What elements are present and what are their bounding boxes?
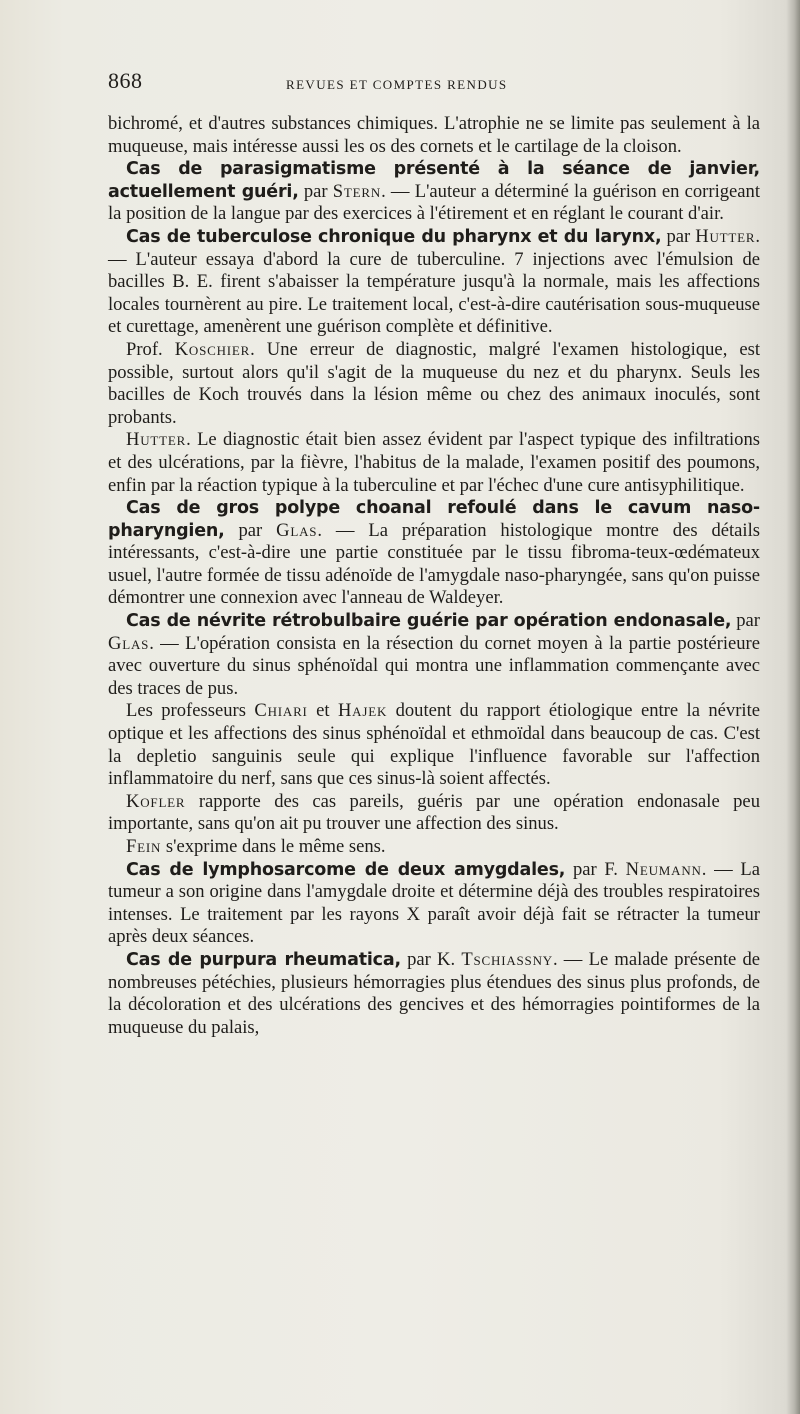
- author-name: Glas: [108, 632, 150, 654]
- author-name: Chiari: [254, 700, 308, 722]
- paragraph-text: . — L'opération consista en la résection du cornet moyen à la partie postérieure avec ouverture du sinus sphénoïdal qui montra une inflammation commençante avec des traces de pus.: [108, 632, 760, 699]
- author-name: Stern: [332, 180, 382, 202]
- paragraph-10: [108, 836, 760, 859]
- case-title: Cas de tuberculose chronique du pharynx et du larynx,: [126, 226, 662, 247]
- paragraph-3: [108, 226, 760, 339]
- author-name: Koschier: [174, 338, 251, 360]
- paragraph-6: [108, 497, 760, 610]
- paragraph-1: [108, 113, 760, 158]
- paragraph-text: . — La préparation histologique montre des détails intéressants, c'est-à-dire une partie constituée par le tissu fibroma-teux-œdémateux usuel, l'autre formée de tissu adénoïde de l'amygdale naso-pharyngée, sans qu'on puisse démontrer une connexion avec l'anneau de Waldeyer.: [108, 519, 760, 609]
- paragraph-text: . Une erreur de diagnostic, malgré l'examen histologique, est possible, surtout alors qu'il s'agit de la muqueuse du nez et du pharynx. Seuls les bacilles de Koch trouvés dans la lésion même ou chez des animaux inoculés, sont probants.: [108, 338, 760, 428]
- paragraph-text: doutent du rapport étiologique entre la névrite optique et les affections des sinus sphénoïdal et ethmoïdal dans beaucoup de cas. C'est la depletio sanguinis seule qui explique l'influence favorable sur l'affection inflammatoire du nerf, sans que ces sinus-là soient affectés.: [108, 700, 761, 790]
- author-name: Hutter: [695, 225, 756, 247]
- by-text: par K.: [400, 948, 462, 970]
- paragraph-text: . Le diagnostic était bien assez évident par l'aspect typique des infiltrations et des ulcérations, par la fièvre, l'habitus de la malade, l'examen positif des poumons, enfin par la réaction typique à la tuberculine et par l'échec d'une cure antisyphilitique.: [108, 429, 760, 496]
- page-header: [108, 68, 758, 98]
- author-name-2: Hajek: [337, 700, 388, 722]
- author-name: Fein: [126, 836, 162, 857]
- paragraph-text: bichromé, et d'autres substances chimiques. L'atrophie ne se limite pas seulement à la muqueuse, mais intéresse aussi les os des cornets et le cartilage de la cloison.: [108, 113, 760, 157]
- author-name: Kofler: [126, 790, 186, 812]
- author-name: Glas: [276, 519, 318, 541]
- paragraph-text: s'exprime dans le même sens.: [161, 836, 386, 857]
- paragraph-text: . — La tumeur a son origine dans l'amygdale droite et détermine déjà des troubles respiratoires intenses. Le traitement par les rayons X paraît avoir déjà fait se rétracter la tumeur après deux séances.: [108, 858, 761, 948]
- body-text: [108, 113, 760, 1039]
- paragraph-2: [108, 158, 760, 226]
- by-text: par: [661, 225, 696, 247]
- author-name: Hutter: [126, 429, 187, 451]
- running-title: REVUES ET COMPTES RENDUS: [286, 77, 508, 92]
- page-number: 868: [108, 68, 143, 93]
- paragraph-4: [108, 339, 760, 429]
- paragraph-text: . — Le malade présente de nombreuses pétéchies, plusieurs hémorragies plus étendues des sinus plus profonds, de la décoloration et des ulcérations des gencives et des hémorragies pointiformes de la muqueuse du palais,: [108, 948, 760, 1038]
- by-text: par: [731, 610, 760, 632]
- paragraph-5: [108, 429, 760, 497]
- by-text: par: [298, 180, 333, 202]
- mid-text: et: [307, 700, 338, 722]
- by-text: par F.: [565, 858, 626, 880]
- case-title: Cas de lymphosarcome de deux amygdales,: [126, 859, 566, 880]
- paragraph-7: [108, 610, 760, 700]
- case-title: Cas de gros polype choanal refoulé dans le cavum naso-pharyngien,: [108, 498, 760, 541]
- paragraph-9: [108, 791, 760, 836]
- paragraph-12: [108, 949, 760, 1039]
- paragraph-text: . — L'auteur a déterminé la guérison en corrigeant la position de la langue par des exercices à l'étirement et en réglant le courant d'air.: [108, 180, 760, 225]
- lead-text: Les professeurs: [126, 700, 255, 722]
- case-title: Cas de purpura rheumatica,: [126, 949, 401, 970]
- lead-text: Prof.: [126, 338, 175, 360]
- case-title: Cas de névrite rétrobulbaire guérie par opération endonasale,: [126, 611, 732, 632]
- paragraph-text: rapporte des cas pareils, guéris par une opération endonasale peu importante, sans qu'on ait pu trouver une affection des sinus.: [108, 790, 760, 835]
- paragraph-11: [108, 859, 760, 949]
- page-edge-shadow: [786, 0, 800, 1414]
- author-name: Tschiassny: [461, 948, 553, 970]
- author-name: Neumann: [625, 858, 702, 880]
- case-title: Cas de parasigmatisme présenté à la séance de janvier, actuellement guéri,: [108, 159, 760, 202]
- by-text: par: [224, 519, 277, 541]
- paragraph-8: [108, 700, 760, 790]
- paragraph-text: . — L'auteur essaya d'abord la cure de tuberculine. 7 injections avec l'émulsion de bacilles B. E. firent s'abaisser la température jusqu'à la normale, mais les affections locales tournèrent au pire. Le traitement local, c'est-à-dire cautérisation sous-muqueuse et curettage, amenèrent une guérison complète et définitive.: [108, 225, 760, 338]
